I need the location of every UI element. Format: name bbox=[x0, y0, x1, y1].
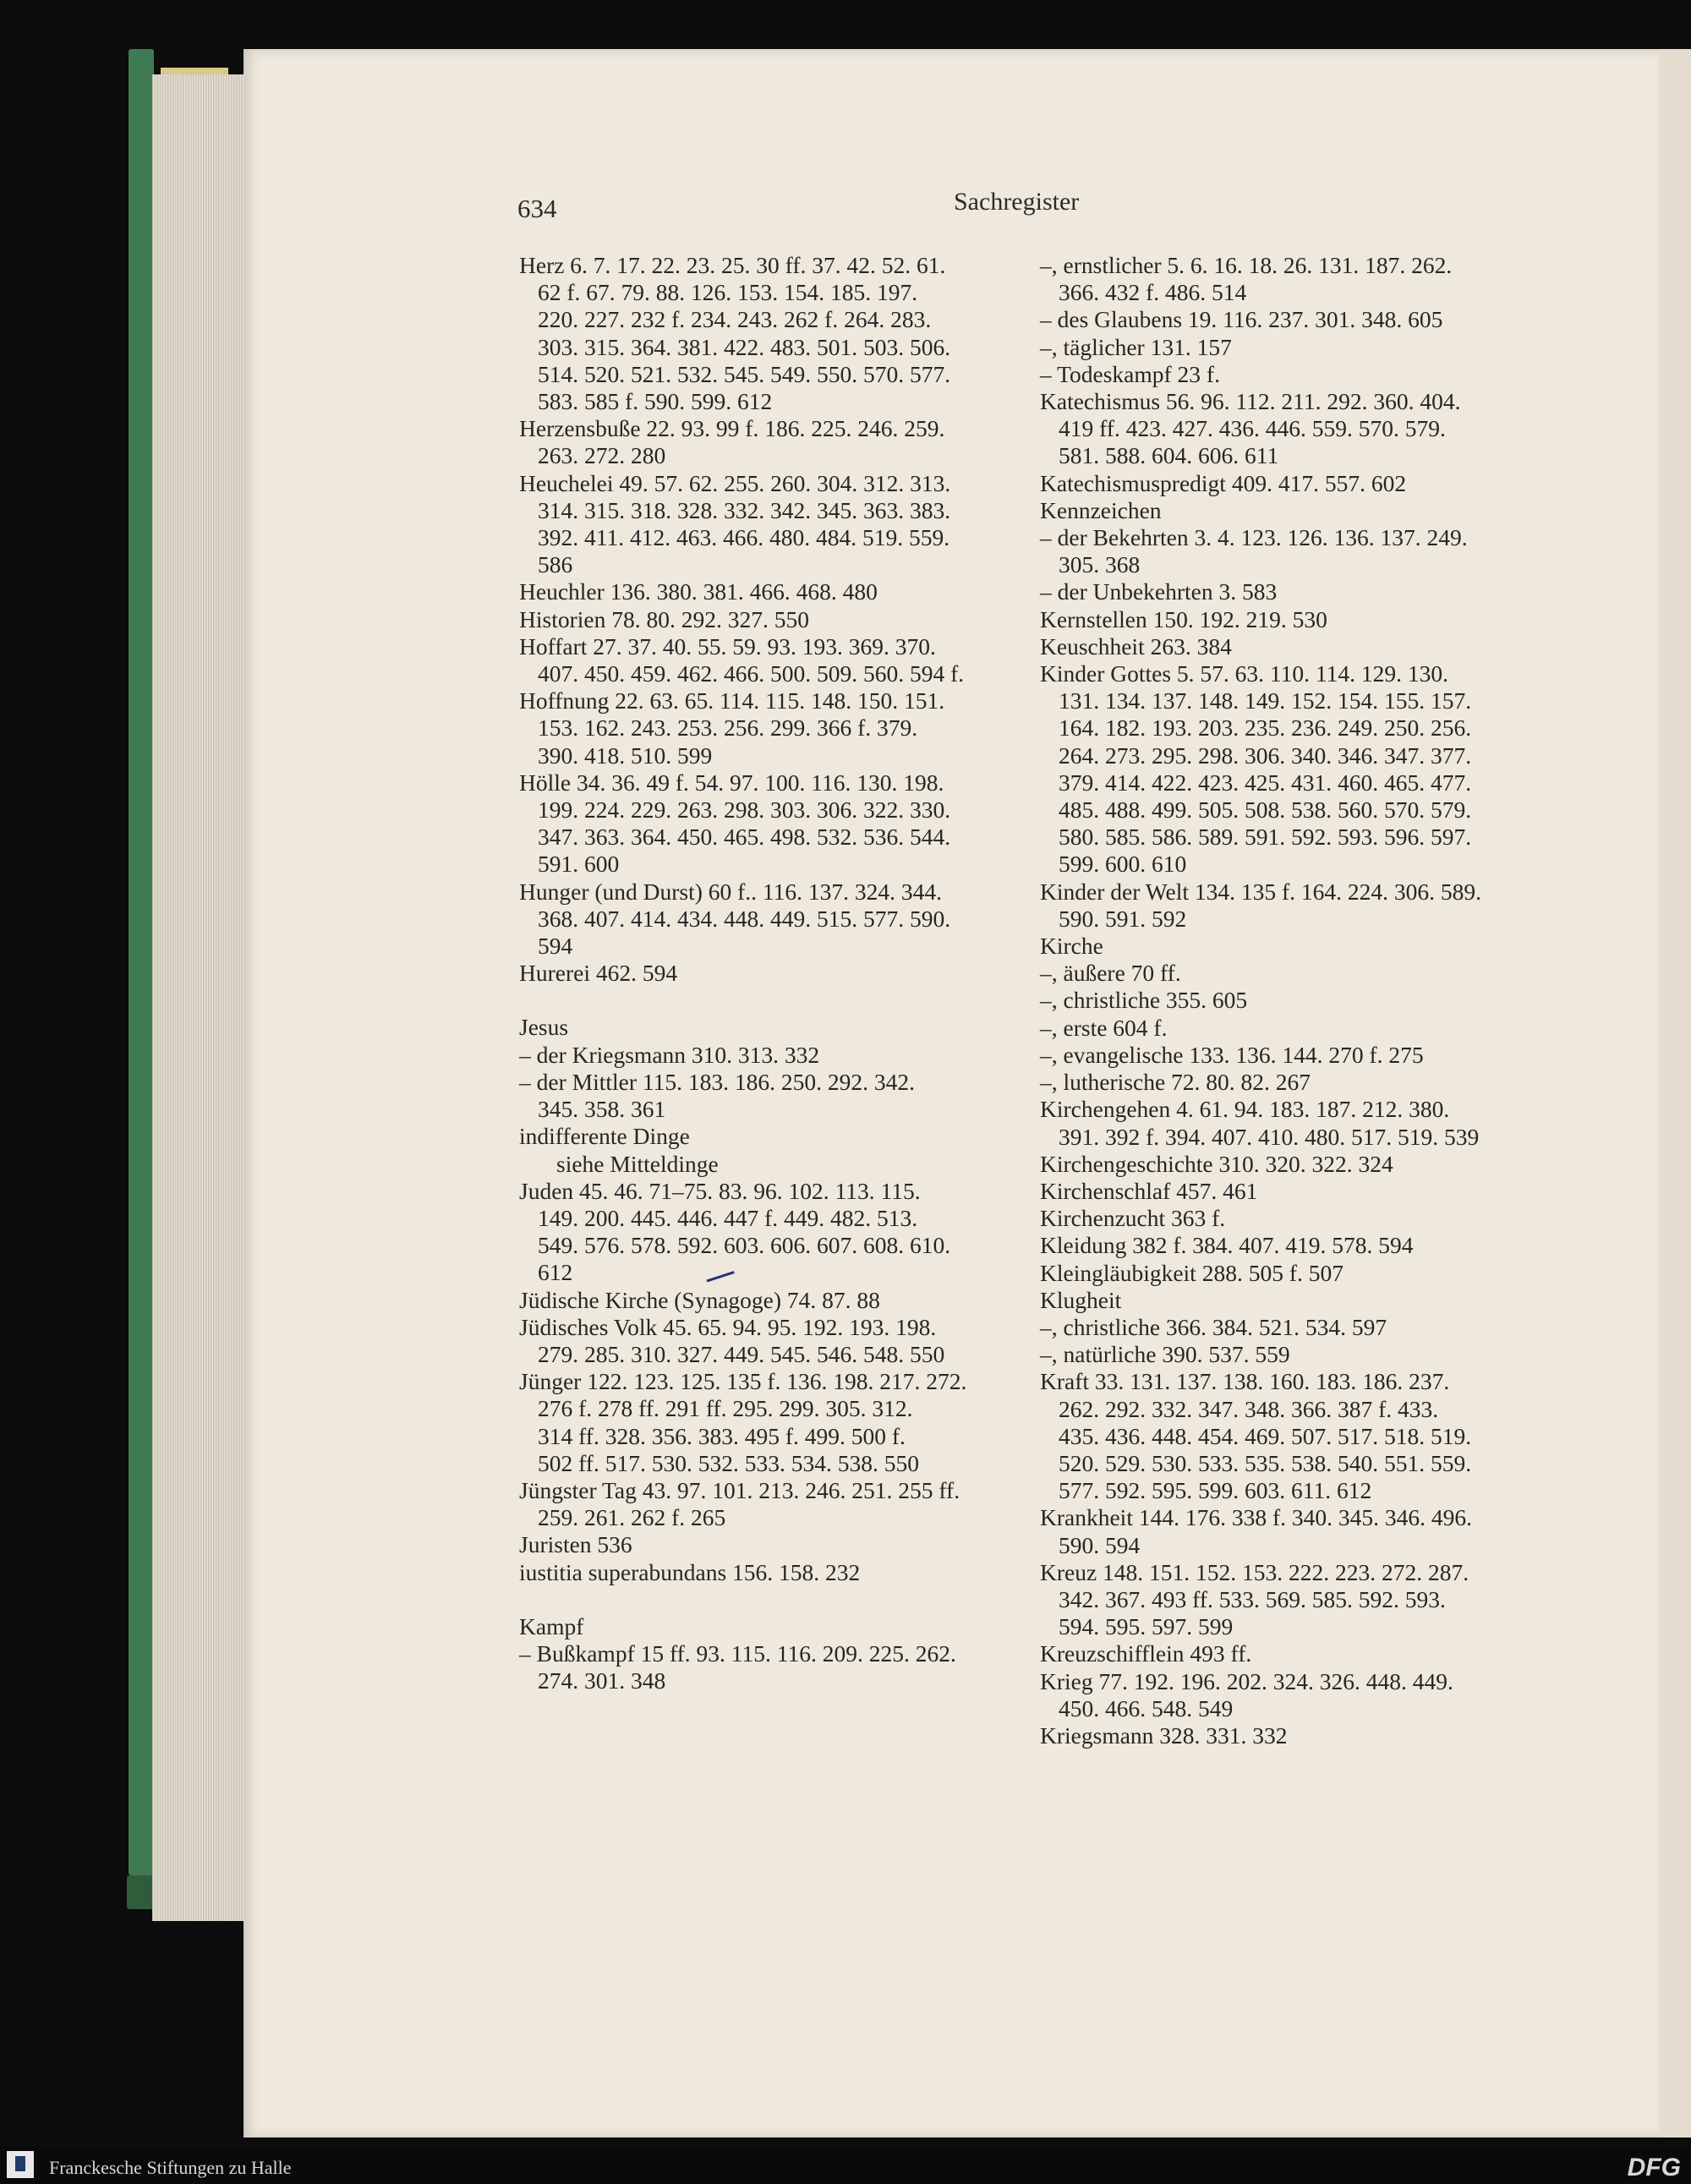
index-entry: –, erste 604 f. bbox=[1040, 1014, 1168, 1041]
index-entry: Herz 6. 7. 17. 22. 23. 25. 30 ff. 37. 42. 52. 61. bbox=[519, 252, 946, 278]
index-entry: – der Bekehrten 3. 4. 123. 126. 136. 137. 249. bbox=[1040, 524, 1468, 551]
index-entry-continuation: 153. 162. 243. 253. 256. 299. 366 f. 379. bbox=[538, 714, 918, 742]
index-entry-continuation: 314 ff. 328. 356. 383. 495 f. 499. 500 f. bbox=[538, 1422, 906, 1449]
index-entry: – der Kriegsmann 310. 313. 332 bbox=[519, 1041, 820, 1068]
index-entry-continuation: 392. 411. 412. 463. 466. 480. 484. 519. 559. bbox=[538, 524, 950, 551]
index-entry-continuation: 303. 315. 364. 381. 422. 483. 501. 503. 506. bbox=[538, 333, 951, 360]
index-entry-continuation: 274. 301. 348 bbox=[538, 1667, 666, 1694]
index-entry: Kreuz 148. 151. 152. 153. 222. 223. 272. 287. bbox=[1040, 1558, 1469, 1585]
index-entry: Kriegsmann 328. 331. 332 bbox=[1040, 1721, 1288, 1749]
index-entry: –, evangelische 133. 136. 144. 270 f. 275 bbox=[1040, 1041, 1424, 1068]
index-entry: –, äußere 70 ff. bbox=[1040, 960, 1181, 987]
entry-gap bbox=[519, 1586, 966, 1613]
index-entry-continuation: 591. 600 bbox=[538, 851, 620, 878]
index-entry-continuation: 366. 432 f. 486. 514 bbox=[1059, 279, 1247, 306]
index-entry-continuation: 514. 520. 521. 532. 545. 549. 550. 570. 577. bbox=[538, 360, 951, 387]
index-entry: Hoffart 27. 37. 40. 55. 59. 93. 193. 369. 370. bbox=[519, 632, 936, 660]
index-entry-continuation: 594 bbox=[538, 933, 573, 960]
index-entry: Juden 45. 46. 71–75. 83. 96. 102. 113. 115. bbox=[519, 1177, 921, 1204]
page-number: 634 bbox=[517, 194, 557, 223]
index-entry: Kirchengehen 4. 61. 94. 183. 187. 212. 380. bbox=[1040, 1096, 1450, 1123]
index-entry-continuation: 347. 363. 364. 450. 465. 498. 532. 536. 544. bbox=[538, 824, 951, 851]
index-entry: Hölle 34. 36. 49 f. 54. 97. 100. 116. 130. 198. bbox=[519, 769, 944, 796]
index-entry-continuation: siehe Mitteldinge bbox=[556, 1150, 719, 1177]
index-entry-continuation: 485. 488. 499. 505. 508. 538. 560. 570. 579. bbox=[1059, 796, 1472, 824]
index-entry: Kleidung 382 f. 384. 407. 419. 578. 594 bbox=[1040, 1232, 1414, 1259]
index-entry: Juristen 536 bbox=[519, 1531, 632, 1558]
book-cover-edge bbox=[129, 49, 154, 1875]
index-column-left bbox=[519, 252, 966, 1694]
index-entry: Kirchenzucht 363 f. bbox=[1040, 1205, 1226, 1232]
index-entry-continuation: 594. 595. 597. 599 bbox=[1059, 1613, 1234, 1640]
index-entry: Hunger (und Durst) 60 f.. 116. 137. 324. 344. bbox=[519, 878, 943, 905]
index-entry: Jüdisches Volk 45. 65. 94. 95. 192. 193. 198. bbox=[519, 1313, 937, 1340]
index-entry-continuation: 131. 134. 137. 148. 149. 152. 154. 155. 157. bbox=[1059, 687, 1472, 714]
facing-page-edge bbox=[1660, 49, 1691, 2137]
index-entry-continuation: 149. 200. 445. 446. 447 f. 449. 482. 513. bbox=[538, 1204, 918, 1231]
index-entry-continuation: 279. 285. 310. 327. 449. 545. 546. 548. 550 bbox=[538, 1340, 945, 1367]
index-entry: –, christliche 366. 384. 521. 534. 597 bbox=[1040, 1313, 1387, 1340]
index-entry: Keuschheit 263. 384 bbox=[1040, 632, 1232, 660]
index-entry-continuation: 549. 576. 578. 592. 603. 606. 607. 608. 610. bbox=[538, 1232, 951, 1259]
index-entry: –, natürliche 390. 537. 559 bbox=[1040, 1341, 1290, 1368]
index-entry-continuation: 199. 224. 229. 263. 298. 303. 306. 322. 330. bbox=[538, 796, 951, 824]
index-entry-continuation: 391. 392 f. 394. 407. 410. 480. 517. 519. 539 bbox=[1059, 1123, 1480, 1150]
running-head: Sachregister bbox=[954, 188, 1080, 216]
index-entry: Jünger 122. 123. 125. 135 f. 136. 198. 217. 272. bbox=[519, 1368, 967, 1395]
index-entry-continuation: 586 bbox=[538, 551, 573, 578]
index-entry-continuation: 390. 418. 510. 599 bbox=[538, 742, 713, 769]
entry-gap bbox=[519, 987, 966, 1014]
index-entry-continuation: 583. 585 f. 590. 599. 612 bbox=[538, 388, 773, 415]
index-entry-continuation: 590. 594 bbox=[1059, 1531, 1141, 1558]
index-entry-continuation: 62 f. 67. 79. 88. 126. 153. 154. 185. 197. bbox=[538, 279, 918, 306]
index-entry: – Todeskampf 23 f. bbox=[1040, 360, 1220, 387]
footer-organization: Franckesche Stiftungen zu Halle bbox=[49, 2157, 292, 2178]
index-entry-continuation: 345. 358. 361 bbox=[538, 1096, 666, 1123]
index-entry: – der Mittler 115. 183. 186. 250. 292. 342. bbox=[519, 1068, 915, 1095]
index-entry: Kirchenschlaf 457. 461 bbox=[1040, 1177, 1258, 1204]
index-entry: Klugheit bbox=[1040, 1286, 1122, 1313]
index-entry-continuation: 502 ff. 517. 530. 532. 533. 534. 538. 550 bbox=[538, 1449, 919, 1476]
index-entry: –, christliche 355. 605 bbox=[1040, 987, 1248, 1014]
index-column-right bbox=[1040, 252, 1481, 1749]
index-entry-continuation: 580. 585. 586. 589. 591. 592. 593. 596. 597. bbox=[1059, 824, 1472, 851]
index-entry: Heuchelei 49. 57. 62. 255. 260. 304. 312. 313. bbox=[519, 469, 951, 496]
index-entry: Kinder Gottes 5. 57. 63. 110. 114. 129. 130. bbox=[1040, 660, 1448, 687]
index-entry: Historien 78. 80. 292. 327. 550 bbox=[519, 605, 809, 632]
index-entry: –, ernstlicher 5. 6. 16. 18. 26. 131. 187. 262. bbox=[1040, 252, 1453, 278]
index-entry: iustitia superabundans 156. 158. 232 bbox=[519, 1558, 861, 1585]
index-entry-continuation: 419 ff. 423. 427. 436. 446. 559. 570. 579. bbox=[1059, 415, 1446, 442]
index-entry-continuation: 450. 466. 548. 549 bbox=[1059, 1694, 1234, 1721]
index-entry: Kampf bbox=[519, 1612, 584, 1639]
index-entry-continuation: 368. 407. 414. 434. 448. 449. 515. 577. 590. bbox=[538, 905, 951, 932]
index-entry: Kreuzschifflein 493 ff. bbox=[1040, 1640, 1252, 1667]
index-entry: Kraft 33. 131. 137. 138. 160. 183. 186. 237. bbox=[1040, 1368, 1450, 1395]
index-entry: – des Glaubens 19. 116. 237. 301. 348. 605 bbox=[1040, 306, 1443, 333]
index-entry-continuation: 305. 368 bbox=[1059, 551, 1141, 578]
index-entry: Kinder der Welt 134. 135 f. 164. 224. 306. 589. bbox=[1040, 878, 1482, 905]
index-entry-continuation: 407. 450. 459. 462. 466. 500. 509. 560. 594 f. bbox=[538, 660, 965, 687]
institution-logo-icon bbox=[15, 2156, 25, 2171]
dfg-logo: DFG bbox=[1627, 2154, 1681, 2181]
index-entry: – Bußkampf 15 ff. 93. 115. 116. 209. 225. 262. bbox=[519, 1639, 956, 1667]
index-entry: Kleingläubigkeit 288. 505 f. 507 bbox=[1040, 1259, 1343, 1286]
index-entry: Heuchler 136. 380. 381. 466. 468. 480 bbox=[519, 578, 878, 605]
index-entry: Katechismus 56. 96. 112. 211. 292. 360. 404. bbox=[1040, 388, 1461, 415]
index-entry-continuation: 435. 436. 448. 454. 469. 507. 517. 518. 519. bbox=[1059, 1422, 1472, 1449]
index-entry: –, täglicher 131. 157 bbox=[1040, 333, 1232, 360]
index-entry: Jesus bbox=[519, 1014, 569, 1041]
index-entry-continuation: 220. 227. 232 f. 234. 243. 262 f. 264. 283. bbox=[538, 306, 932, 333]
index-entry: Hoffnung 22. 63. 65. 114. 115. 148. 150. 151. bbox=[519, 687, 945, 714]
index-entry-continuation: 590. 591. 592 bbox=[1059, 905, 1187, 932]
page-edges bbox=[152, 74, 244, 1921]
index-entry-continuation: 259. 261. 262 f. 265 bbox=[538, 1504, 726, 1531]
index-entry-continuation: 520. 529. 530. 533. 535. 538. 540. 551. 559. bbox=[1059, 1449, 1472, 1476]
index-entry: Kirchengeschichte 310. 320. 322. 324 bbox=[1040, 1150, 1393, 1177]
index-entry: Herzensbuße 22. 93. 99 f. 186. 225. 246. 259. bbox=[519, 415, 945, 442]
index-entry: Kernstellen 150. 192. 219. 530 bbox=[1040, 605, 1327, 632]
index-entry-continuation: 599. 600. 610 bbox=[1059, 851, 1187, 878]
index-entry: Kirche bbox=[1040, 933, 1103, 960]
index-entry: Jüdische Kirche (Synagoge) 74. 87. 88 bbox=[519, 1286, 880, 1313]
index-entry-continuation: 276 f. 278 ff. 291 ff. 295. 299. 305. 312. bbox=[538, 1395, 913, 1422]
index-entry: indifferente Dinge bbox=[519, 1123, 690, 1150]
index-entry-continuation: 262. 292. 332. 347. 348. 366. 387 f. 433. bbox=[1059, 1395, 1439, 1422]
index-entry-continuation: 164. 182. 193. 203. 235. 236. 249. 250. 256. bbox=[1059, 714, 1472, 742]
index-entry: Krieg 77. 192. 196. 202. 324. 326. 448. 449. bbox=[1040, 1667, 1453, 1694]
index-entry-continuation: 342. 367. 493 ff. 533. 569. 585. 592. 593. bbox=[1059, 1585, 1446, 1612]
index-entry-continuation: 581. 588. 604. 606. 611 bbox=[1059, 442, 1279, 469]
index-entry: Hurerei 462. 594 bbox=[519, 960, 678, 987]
index-entry: –, lutherische 72. 80. 82. 267 bbox=[1040, 1069, 1311, 1096]
index-entry-continuation: 264. 273. 295. 298. 306. 340. 346. 347. 377. bbox=[1059, 742, 1472, 769]
index-entry-continuation: 612 bbox=[538, 1259, 573, 1286]
index-entry: – der Unbekehrten 3. 583 bbox=[1040, 578, 1278, 605]
index-entry: Katechismuspredigt 409. 417. 557. 602 bbox=[1040, 469, 1407, 496]
index-entry-continuation: 379. 414. 422. 423. 425. 431. 460. 465. 477. bbox=[1059, 769, 1472, 796]
index-entry: Krankheit 144. 176. 338 f. 340. 345. 346. 496. bbox=[1040, 1504, 1472, 1531]
index-entry: Jüngster Tag 43. 97. 101. 213. 246. 251. 255 ff. bbox=[519, 1476, 960, 1503]
index-entry: Kennzeichen bbox=[1040, 496, 1162, 523]
index-entry-continuation: 577. 592. 595. 599. 603. 611. 612 bbox=[1059, 1477, 1372, 1504]
index-entry-continuation: 314. 315. 318. 328. 332. 342. 345. 363. 383. bbox=[538, 496, 951, 523]
index-entry-continuation: 263. 272. 280 bbox=[538, 442, 666, 469]
